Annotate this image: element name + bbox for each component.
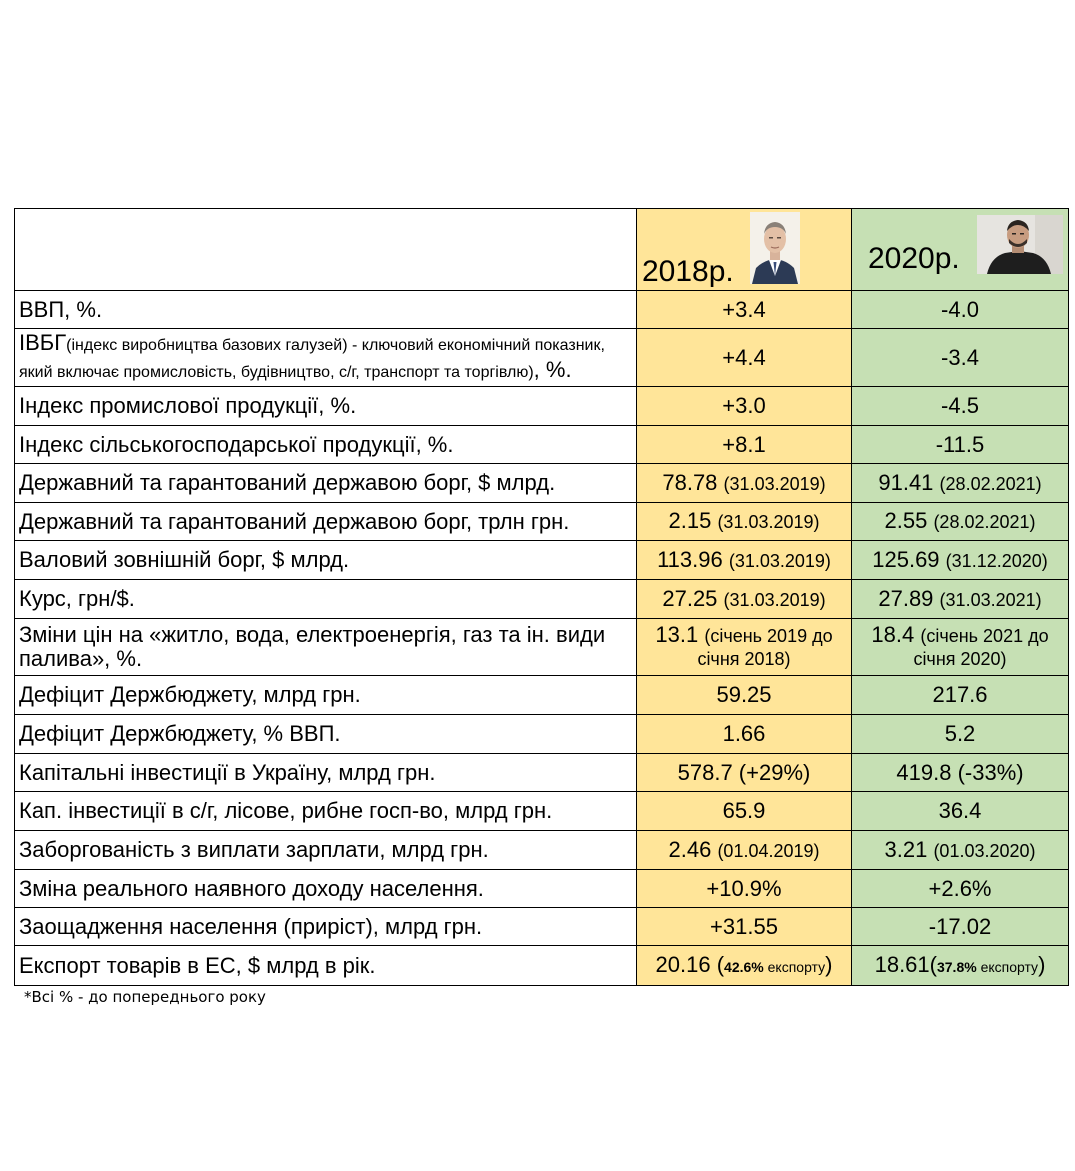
value-2020: -17.02	[852, 908, 1069, 946]
value-number: 78.78	[662, 469, 718, 495]
value-2018	[637, 831, 852, 870]
row-label: Дефіцит Держбюджету, % ВВП.	[15, 715, 637, 754]
value-2020: 5.2	[852, 715, 1069, 754]
value-2018: +4.4	[637, 329, 852, 387]
value-2020: +2.6%	[852, 870, 1069, 908]
table-row	[15, 946, 1069, 986]
table-row	[15, 792, 1069, 831]
value-date: (31.03.2019)	[717, 512, 820, 532]
value-2020: -11.5	[852, 426, 1069, 464]
row-label-note: (індекс виробництва базових галузей) - ключовий економічний показник, який включає промисловість, будівництво, с/г, транспорт та торгівлю)	[19, 336, 605, 381]
value-2020	[852, 831, 1069, 870]
row-label: Валовий зовнішній борг, $ млрд.	[15, 541, 637, 580]
header-2020-cell	[852, 209, 1069, 291]
value-2018: 59.25	[637, 676, 852, 715]
value-number: 27.25	[662, 585, 718, 611]
value-2020	[852, 619, 1069, 676]
row-label	[15, 329, 637, 387]
table-row	[15, 503, 1069, 541]
value-note-line2: січня 2018)	[697, 649, 791, 669]
value-number: 2.46	[668, 836, 712, 862]
row-label: Капітальні інвестиції в Україну, млрд грн.	[15, 754, 637, 792]
row-label: Заборгованість з виплати зарплати, млрд грн.	[15, 831, 637, 870]
value-2018: +3.0	[637, 387, 852, 426]
value-note-line2: січня 2020)	[913, 649, 1007, 669]
footnote: *Всі % - до попереднього року	[24, 988, 266, 1006]
value-date: (01.04.2019)	[717, 840, 820, 861]
value-export-word: експорту	[763, 958, 826, 975]
row-label: Курс, грн/$.	[15, 580, 637, 619]
table-row	[15, 754, 1069, 792]
table-row	[15, 831, 1069, 870]
row-label-main: ІВБГ	[19, 329, 67, 355]
table-row	[15, 715, 1069, 754]
value-2018: +8.1	[637, 426, 852, 464]
value-number: 18.4	[871, 622, 915, 647]
value-number: 13.1	[655, 622, 699, 647]
value-2018: 65.9	[637, 792, 852, 831]
table-row	[15, 870, 1069, 908]
row-label: Зміна реального наявного доходу населення.	[15, 870, 637, 908]
value-note-line1: (січень 2019 до	[704, 626, 833, 646]
value-2020	[852, 541, 1069, 580]
value-export-percent: 37.8%	[936, 958, 977, 975]
table-row	[15, 619, 1069, 676]
value-date: (31.03.2019)	[728, 550, 831, 571]
value-2018	[637, 541, 852, 580]
value-2020: -4.0	[852, 291, 1069, 329]
value-paren-open: (	[929, 951, 937, 977]
man-in-suit-portrait-icon	[750, 212, 800, 284]
row-label: Заощадження населення (приріст), млрд грн.	[15, 908, 637, 946]
table-row	[15, 908, 1069, 946]
table-row	[15, 580, 1069, 619]
value-2020	[852, 580, 1069, 619]
value-export-word: експорту	[976, 958, 1039, 975]
value-2020: 217.6	[852, 676, 1069, 715]
value-2020: -4.5	[852, 387, 1069, 426]
header-row	[15, 209, 1069, 291]
row-label-tail: , %.	[533, 356, 572, 382]
row-label: Кап. інвестиції в с/г, лісове, рибне госп-во, млрд грн.	[15, 792, 637, 831]
value-date: (28.02.2021)	[933, 512, 1036, 532]
row-label: Зміни цін на «житло, вода, електроенергія, газ та ін. види палива», %.	[15, 619, 637, 676]
value-date: (31.03.2019)	[723, 473, 826, 494]
value-2018: +10.9%	[637, 870, 852, 908]
header-2018-cell	[637, 209, 852, 291]
value-2020	[852, 503, 1069, 541]
row-label: Державний та гарантований державою борг, трлн грн.	[15, 503, 637, 541]
value-2018: 578.7 (+29%)	[637, 754, 852, 792]
man-in-dark-jacket-portrait-icon	[977, 215, 1063, 274]
year-2018-label: 2018р.	[642, 255, 734, 288]
row-label: Експорт товарів в ЕС, $ млрд в рік.	[15, 946, 637, 986]
value-number: 91.41	[878, 469, 934, 495]
value-number: 113.96	[657, 546, 723, 572]
value-number: 3.21	[884, 836, 928, 862]
row-label: Індекс сільськогосподарської продукції, %.	[15, 426, 637, 464]
value-date: (31.03.2021)	[939, 589, 1042, 610]
value-date: (01.03.2020)	[933, 840, 1036, 861]
table-row	[15, 426, 1069, 464]
value-2018	[637, 619, 852, 676]
header-empty-cell	[15, 209, 637, 291]
value-2018	[637, 464, 852, 503]
value-date: (31.03.2019)	[723, 589, 826, 610]
value-paren-open: (	[710, 951, 725, 977]
value-date: (31.12.2020)	[945, 550, 1048, 571]
value-2020	[852, 946, 1069, 986]
value-2018	[637, 580, 852, 619]
value-number: 125.69	[872, 546, 940, 572]
table-row	[15, 329, 1069, 387]
value-2020: 36.4	[852, 792, 1069, 831]
table-row	[15, 541, 1069, 580]
table-row	[15, 676, 1069, 715]
value-paren-close: )	[825, 951, 833, 977]
value-number: 20.16	[655, 951, 711, 977]
table-row	[15, 291, 1069, 329]
row-label: Державний та гарантований державою борг, $ млрд.	[15, 464, 637, 503]
value-paren-close: )	[1038, 951, 1046, 977]
value-date: (28.02.2021)	[939, 473, 1042, 494]
row-label: ВВП, %.	[15, 291, 637, 329]
value-number: 2.55	[884, 508, 928, 533]
year-2020-label: 2020р.	[868, 242, 960, 275]
value-2018: 1.66	[637, 715, 852, 754]
comparison-table	[14, 208, 1069, 986]
table-row	[15, 464, 1069, 503]
value-2018: +31.55	[637, 908, 852, 946]
row-label: Дефіцит Держбюджету, млрд грн.	[15, 676, 637, 715]
value-export-percent: 42.6%	[724, 958, 764, 975]
value-note-line1: (січень 2021 до	[920, 626, 1049, 646]
value-2018: +3.4	[637, 291, 852, 329]
value-number: 27.89	[878, 585, 934, 611]
value-2018	[637, 503, 852, 541]
table-row	[15, 387, 1069, 426]
value-2020	[852, 464, 1069, 503]
value-number: 2.15	[668, 508, 712, 533]
value-2018	[637, 946, 852, 986]
value-2020: 419.8 (-33%)	[852, 754, 1069, 792]
value-number: 18.61	[874, 951, 930, 977]
row-label: Індекс промислової продукції, %.	[15, 387, 637, 426]
value-2020: -3.4	[852, 329, 1069, 387]
